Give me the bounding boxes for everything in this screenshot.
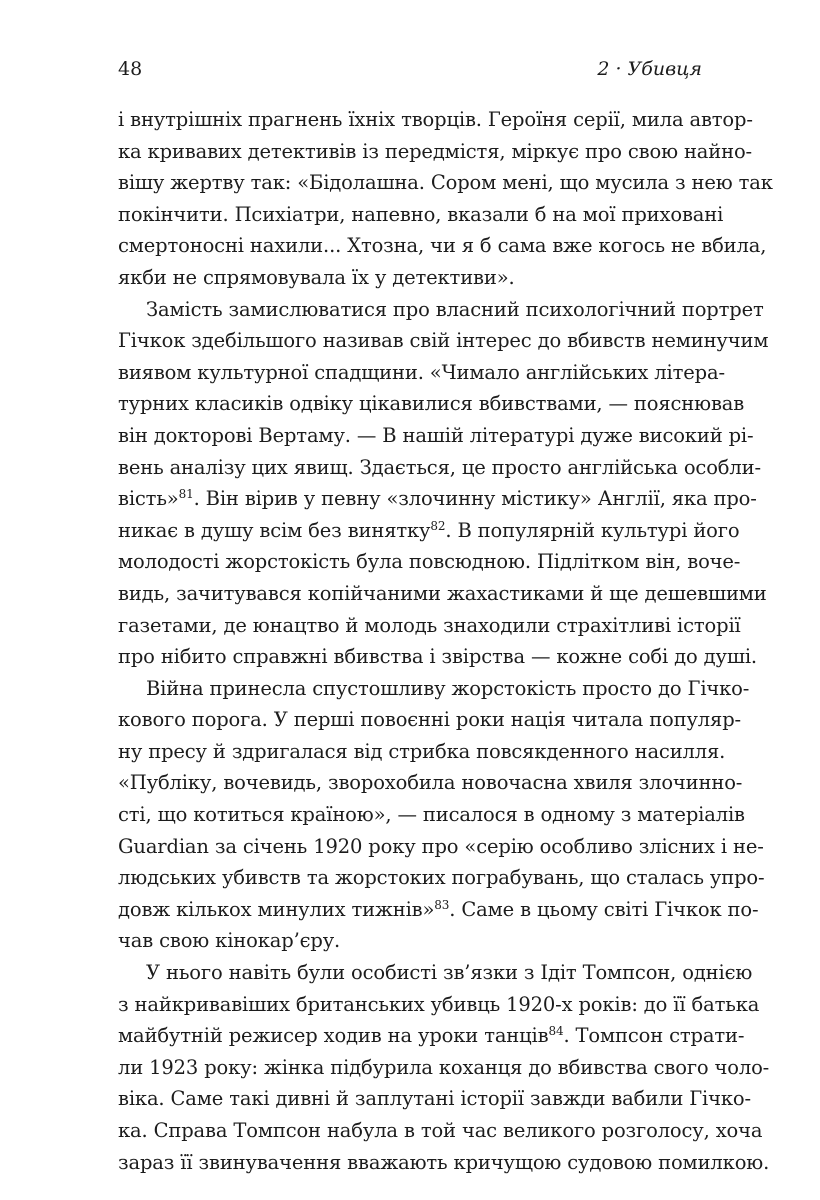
text-segment: майбутній режисер ходив на уроки танців [118, 1024, 549, 1048]
text-segment: . Він вірив у певну «злочинну містику» Англії, яка про- [193, 487, 757, 511]
footnote-marker: 83 [434, 897, 450, 912]
text-segment: . Томпсон страти- [563, 1024, 745, 1048]
text-line [118, 325, 769, 357]
text-segment: никає в душу всім без винятку [118, 518, 431, 542]
text-line [118, 546, 741, 578]
text-line [118, 357, 725, 389]
text-line [118, 673, 750, 705]
text-segment: кового порога. У перші повоєнні роки нація читала популяр- [118, 708, 741, 732]
text-segment: покінчити. Психіатри, напевно, вказали б на мої приховані [118, 202, 724, 226]
text-line [118, 799, 745, 831]
text-line [118, 1052, 770, 1084]
text-line [118, 230, 767, 262]
text-segment: сті, що котиться країною», — писалося в одному з матеріалів [118, 803, 745, 827]
paragraph [118, 673, 765, 957]
text-segment: ка. Справа Томпсон набула в той час великого розголосу, хоча [118, 1119, 763, 1142]
running-head [118, 58, 702, 88]
text-line [118, 925, 703, 957]
text-segment: чав свою кінокар’єру. [118, 929, 341, 953]
text-segment: довж кількох минулих тижнів» [118, 897, 435, 921]
text-segment: видь, зачитувався копійчаними жахастиками й ще дешевшими [118, 581, 767, 605]
text-segment: Війна принесла спустошливу жорстокість просто до Гічко- [146, 676, 750, 700]
text-line [118, 1115, 763, 1147]
text-segment: вішу жертву так: «Бідолашна. Сором мені, що мусила з нею так [118, 171, 773, 195]
text-line [118, 641, 757, 673]
text-segment: ли 1923 року: жінка підбурила коханця до вбивства свого чоло- [118, 1055, 770, 1079]
text-line [118, 989, 760, 1021]
text-segment: смертоносні нахили... Хтозна, чи я б сама вже когось не вбила, [118, 234, 767, 258]
text-line [118, 894, 759, 926]
text-segment: ка кривавих детективів із передмістя, міркує про свою найно- [118, 139, 752, 163]
text-line [118, 578, 767, 610]
text-segment: У нього навіть були особисті зв’язки з Ідіт Томпсон, однією [146, 961, 753, 985]
text-line [118, 262, 703, 294]
text-line [118, 294, 764, 326]
text-segment: з найкривавіших британських убивць 1920-х років: до її батька [118, 992, 760, 1016]
text-line [118, 862, 765, 894]
text-line [118, 610, 741, 642]
text-segment: Замість замислюватися про власний психологічний портрет [146, 297, 764, 321]
chapter-title: 2 · Убивця [597, 58, 702, 80]
text-line [118, 1147, 770, 1179]
text-segment: турних класиків одвіку цікавилися вбивствами, — пояснював [118, 392, 745, 416]
text-segment: він докторові Вертаму. — В нашій літературі дуже високий рі- [118, 423, 754, 447]
text-line [118, 515, 740, 547]
text-segment: і внутрішніх прагнень їхніх творців. Героїня серії, мила автор- [118, 108, 753, 131]
text-segment: людських убивств та жорстоких пограбувань, що сталась упро- [118, 866, 765, 890]
text-line [118, 483, 757, 515]
text-line [118, 388, 745, 420]
footnote-marker: 81 [178, 486, 194, 501]
text-segment: вень аналізу цих явищ. Здається, це просто англійська особли- [118, 455, 761, 479]
text-line [118, 767, 743, 799]
text-segment: Guardian за січень 1920 року про «серію особливо злісних і не- [118, 834, 764, 858]
text-line [118, 199, 724, 231]
text-segment: зараз її звинувачення вважають кричущою судовою помилкою. [118, 1150, 770, 1174]
text-segment: «Публіку, вочевидь, зворохобила новочасна хвиля злочинно- [118, 771, 743, 795]
text-line [118, 704, 741, 736]
text-segment: молодості жорстокість була повсюдною. Підлітком він, воче- [118, 550, 741, 574]
text-line [118, 136, 752, 168]
text-segment: . Саме в цьому світі Гічкок по- [449, 897, 759, 921]
paragraph [118, 957, 770, 1178]
paragraph [118, 294, 769, 673]
text-segment: виявом культурної спадщини. «Чимало англійських літера- [118, 360, 725, 384]
text-line [118, 1020, 745, 1052]
text-segment: Гічкок здебільшого називав свій інтерес до вбивств неминучим [118, 329, 769, 353]
text-line [118, 420, 754, 452]
text-segment: вість» [118, 487, 179, 511]
text-segment: газетами, де юнацтво й молодь знаходили страхітливі історії [118, 613, 741, 637]
text-line [118, 1083, 751, 1115]
paragraph [118, 104, 773, 294]
text-line [118, 167, 773, 199]
text-segment: про нібито справжні вбивства і звірства — кожне собі до душі. [118, 645, 757, 669]
text-segment: якби не спрямовувала їх у детективи». [118, 265, 515, 289]
text-line [118, 957, 753, 989]
text-line [118, 452, 761, 484]
text-segment: віка. Саме такі дивні й заплутані історії завжди вабили Гічко- [118, 1087, 751, 1111]
footnote-marker: 84 [548, 1024, 564, 1039]
text-line [118, 736, 726, 768]
footnote-marker: 82 [430, 518, 446, 533]
text-line [118, 104, 753, 136]
text-line [118, 831, 764, 863]
body-text [118, 104, 773, 1178]
page-number: 48 [118, 58, 143, 80]
text-segment: . В популярній культурі його [445, 518, 740, 542]
text-segment: ну пресу й здригалася від стрибка повсякденного насилля. [118, 739, 726, 763]
